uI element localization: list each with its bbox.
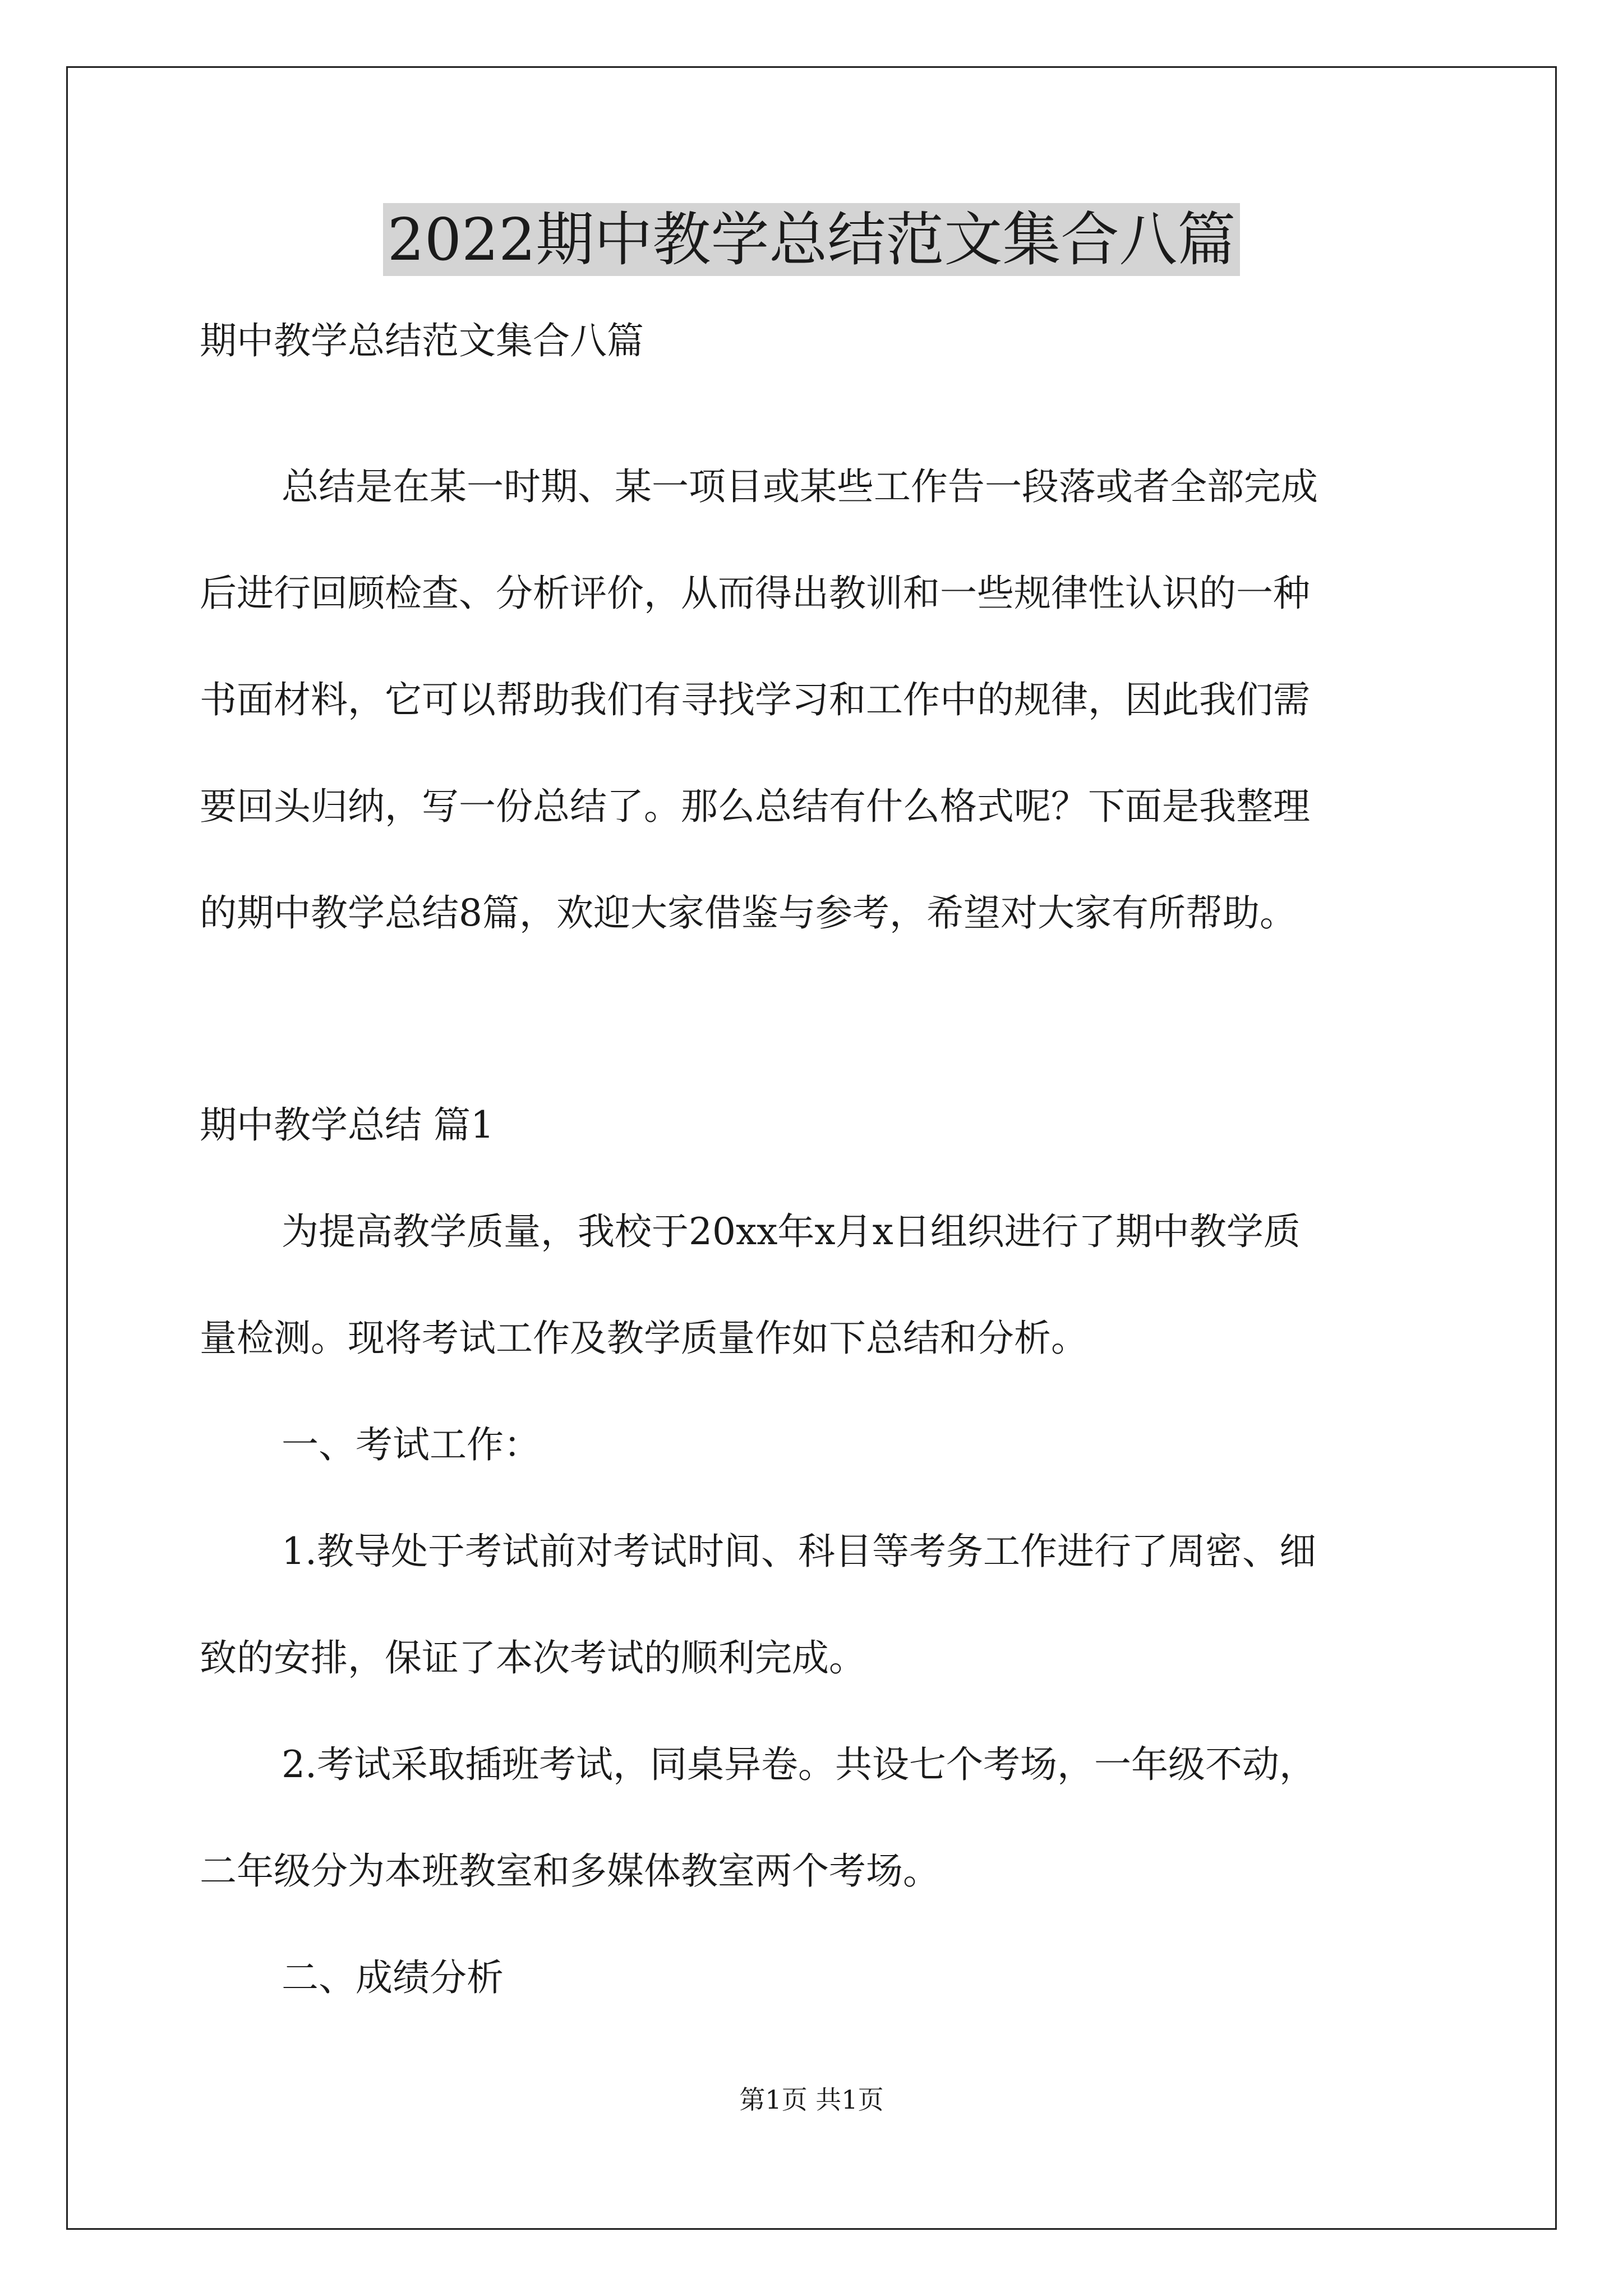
body-line: 二年级分为本班教室和多媒体教室两个考场。 [200,1849,940,1893]
body-line: 二、成绩分析 [282,1956,504,1999]
body-line: 一、考试工作： [282,1423,541,1466]
document-title-text: 2022期中教学总结范文集合八篇 [383,203,1241,276]
intro-line: 的期中教学总结8篇，欢迎大家借鉴与参考，希望对大家有所帮助。 [200,891,1297,935]
intro-line: 书面材料，它可以帮助我们有寻找学习和工作中的规律，因此我们需 [200,678,1310,721]
intro-line: 要回头归纳，写一份总结了。那么总结有什么格式呢？下面是我整理 [200,785,1310,828]
intro-line: 总结是在某一时期、某一项目或某些工作告一段落或者全部完成 [282,465,1318,508]
body-line: 2.考试采取插班考试，同桌异卷。共设七个考场，一年级不动， [282,1743,1316,1786]
document-title [0,197,1623,282]
section-heading: 期中教学总结 篇1 [200,1103,494,1147]
body-line: 为提高教学质量，我校于20xx年x月x日组织进行了期中教学质 [282,1210,1301,1253]
body-line: 量检测。现将考试工作及教学质量作如下总结和分析。 [200,1317,1088,1360]
document-subtitle: 期中教学总结范文集合八篇 [200,319,644,362]
page-footer: 第1页 共1页 [739,2085,884,2115]
body-line: 1.教导处于考试前对考试时间、科目等考务工作进行了周密、细 [282,1530,1316,1573]
body-line: 致的安排，保证了本次考试的顺利完成。 [200,1636,866,1680]
intro-line: 后进行回顾检查、分析评价，从而得出教训和一些规律性认识的一种 [200,572,1310,615]
